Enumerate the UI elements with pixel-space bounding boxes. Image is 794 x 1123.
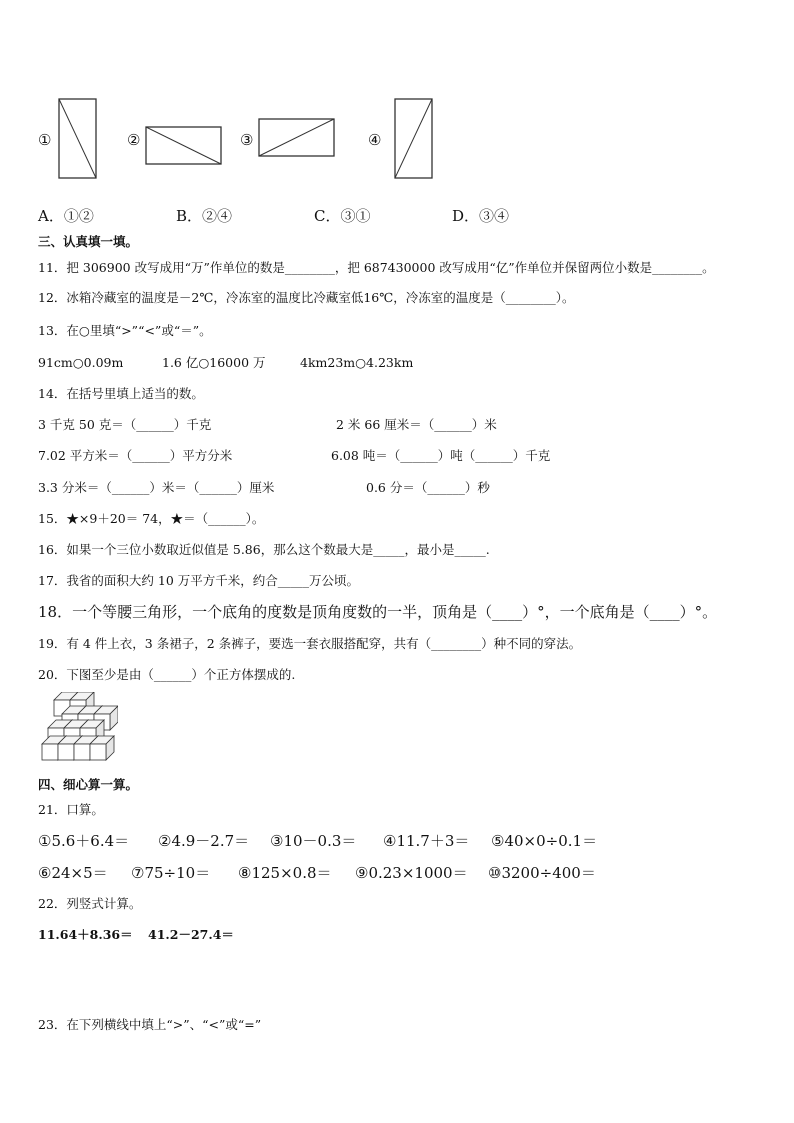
q21-item-3: ③10－0.3＝ <box>270 832 357 850</box>
rectangle-figure-4 <box>394 98 434 180</box>
q13-item-1: 91cm○0.09m <box>38 355 124 370</box>
q21-item-10: ⑩3200÷400＝ <box>488 864 596 882</box>
q21-item-7: ⑦75÷10＝ <box>131 864 211 882</box>
q21-item-2: ②4.9－2.7＝ <box>158 832 250 850</box>
option-d: D．③④ <box>452 207 510 225</box>
section-4-title: 四、细心算一算。 <box>38 777 139 792</box>
q13-item-3: 4km23m○4.23km <box>300 355 414 370</box>
q21-item-5: ⑤40×0÷0.1＝ <box>491 832 598 850</box>
rectangle-figure-2 <box>145 126 223 166</box>
question-13: 13．在○里填“>”“<”或“＝”。 <box>38 323 212 338</box>
question-12: 12．冰箱冷藏室的温度是－2℃，冷冻室的温度比冷藏室低16℃，冷冻室的温度是（________）。 <box>38 290 575 305</box>
q22-item-2: 41.2－27.4＝ <box>148 927 234 942</box>
q21-item-9: ⑨0.23×1000＝ <box>355 864 468 882</box>
question-21: 21．口算。 <box>38 802 104 817</box>
cube-stack-figure <box>40 692 118 768</box>
question-23: 23．在下列横线中填上“>”、“<”或“=” <box>38 1017 262 1032</box>
option-c: C．③① <box>314 207 371 225</box>
question-17: 17．我省的面积大约 10 万平方千米，约合_____万公顷。 <box>38 573 360 588</box>
question-19: 19．有 4 件上衣，3 条裙子，2 条裤子，要选一套衣服搭配穿，共有（________）种不同的穿法。 <box>38 636 582 651</box>
question-16: 16．如果一个三位小数取近似值是 5.86，那么这个数最大是_____，最小是_____. <box>38 542 490 557</box>
question-22: 22．列竖式计算。 <box>38 896 142 911</box>
q21-item-4: ④11.7＋3＝ <box>383 832 470 850</box>
question-20: 20．下图至少是由（______）个正方体摆成的. <box>38 667 296 682</box>
q14-row3-left: 3.3 分米＝（______）米＝（______）厘米 <box>38 480 275 495</box>
rectangle-figure-3 <box>258 118 336 158</box>
q13-item-2: 1.6 亿○16000 万 <box>162 355 266 370</box>
question-15: 15．★×9＋20＝ 74，★＝（______）。 <box>38 511 265 526</box>
q21-item-6: ⑥24×5＝ <box>38 864 108 882</box>
q22-item-1: 11.64＋8.36＝ <box>38 927 133 942</box>
q14-row3-right: 0.6 分＝（______）秒 <box>366 480 490 495</box>
figure-label-4: ④ <box>368 131 382 149</box>
q14-row1-right: 2 米 66 厘米＝（______）米 <box>336 417 497 432</box>
figure-label-3: ③ <box>240 131 254 149</box>
rectangle-figure-1 <box>58 98 98 180</box>
section-3-title: 三、认真填一填。 <box>38 234 139 249</box>
q14-row2-left: 7.02 平方米＝（______）平方分米 <box>38 448 233 463</box>
question-11: 11．把 306900 改写成用“万”作单位的数是________，把 687430000 改写成用“亿”作单位并保留两位小数是________。 <box>38 260 715 275</box>
figure-label-1: ① <box>38 131 52 149</box>
q21-item-8: ⑧125×0.8＝ <box>238 864 332 882</box>
q14-row1-left: 3 千克 50 克＝（______）千克 <box>38 417 212 432</box>
figure-label-2: ② <box>127 131 141 149</box>
question-18: 18．一个等腰三角形，一个底角的度数是顶角度数的一半，顶角是（____）°，一个底角是（____）°。 <box>38 603 718 621</box>
option-b: B．②④ <box>176 207 233 225</box>
question-14: 14．在括号里填上适当的数。 <box>38 386 204 401</box>
q21-item-1: ①5.6＋6.4＝ <box>38 832 130 850</box>
q14-row2-right: 6.08 吨＝（______）吨（______）千克 <box>331 448 551 463</box>
option-a: A．①② <box>38 207 94 225</box>
